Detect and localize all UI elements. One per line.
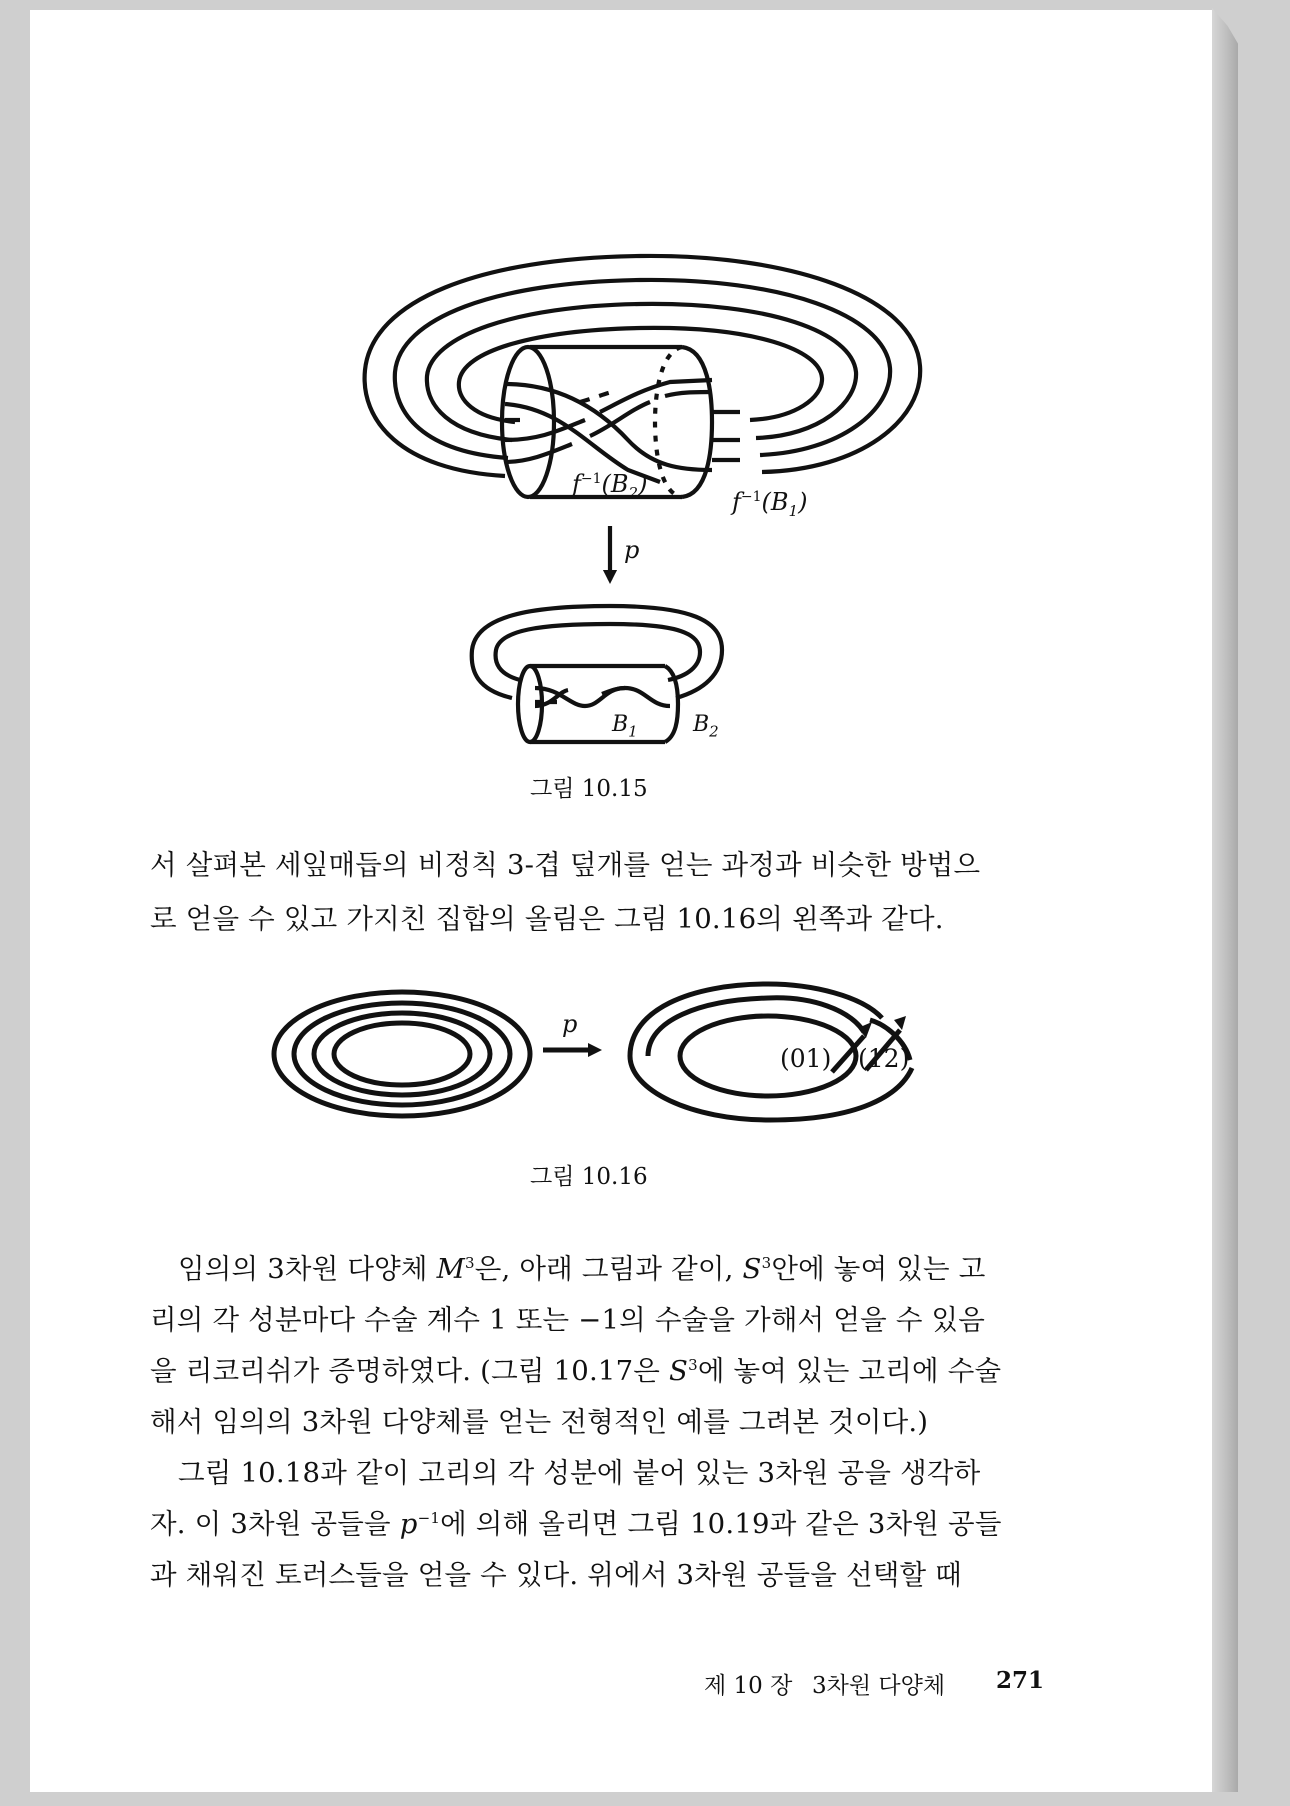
paragraph-3-line-3: 과 채워진 토러스들을 얻을 수 있다. 위에서 3차원 공들을 선택할 때 <box>150 1559 962 1591</box>
b2-label: $B_2$ <box>693 712 719 741</box>
footer-chapter: 제 10 장 <box>704 1673 793 1699</box>
covering-map-p-label: p <box>624 536 640 564</box>
paragraph-3-line-2: 자. 이 3차원 공들을 $p^{-1}$에 의해 올리면 그림 10.19과 같은 3차원 공들 <box>150 1508 1002 1540</box>
b1-label: $B_1$ <box>612 712 638 741</box>
figure-10-16-arrow-p-label: p <box>562 1010 578 1038</box>
paragraph-1-line-1: 서 살펴본 세잎매듭의 비정칙 3-겹 덮개를 얻는 과정과 비슷한 방법으 <box>150 849 981 881</box>
footer-page-number: 271 <box>996 1667 1045 1694</box>
footer-chapter-title: 3차원 다양체 <box>812 1673 946 1699</box>
paragraph-2-line-2: 리의 각 성분마다 수술 계수 1 또는 −1의 수술을 가해서 얻을 수 있음 <box>150 1304 986 1336</box>
paragraph-2-line-1: 임의의 3차원 다양체 $M^3$은, 아래 그림과 같이, $S^3$안에 놓여 있는 고 <box>178 1253 986 1285</box>
page-edge-shadow <box>1212 8 1238 1792</box>
label-01: (01) <box>780 1044 832 1073</box>
preimage-b2-label: $f^{-1}(B_2)$ <box>572 470 648 502</box>
label-12: (12) <box>858 1044 910 1073</box>
paragraph-2-line-3: 을 리코리쉬가 증명하였다. (그림 10.17은 $S^3$에 놓여 있는 고리에 수술 <box>150 1355 1002 1387</box>
paragraph-1-line-2: 로 얻을 수 있고 가지친 집합의 올림은 그림 10.16의 왼쪽과 같다. <box>150 903 944 935</box>
paragraph-2-line-4: 해서 임의의 3차원 다양체를 얻는 전형적인 예를 그려본 것이다.) <box>150 1406 929 1438</box>
figure-10-15-caption: 그림 10.15 <box>530 776 648 802</box>
preimage-b1-label: $f^{-1}(B_1)$ <box>732 488 808 520</box>
figure-10-16-caption: 그림 10.16 <box>530 1164 648 1190</box>
paragraph-3-line-1: 그림 10.18과 같이 고리의 각 성분에 붙어 있는 3차원 공을 생각하 <box>178 1457 981 1489</box>
